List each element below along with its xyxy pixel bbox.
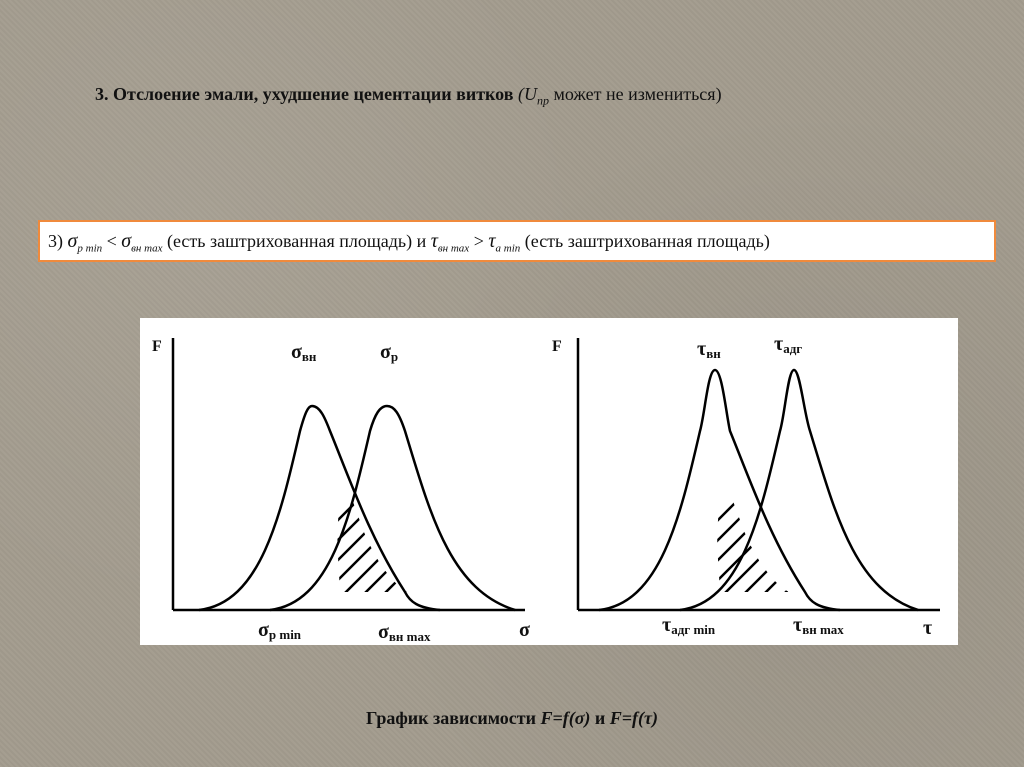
condition-tau-1-sub: вн max [437, 242, 470, 255]
condition-prefix: 3) [48, 231, 68, 251]
caption-formula-2: F=f(τ) [609, 708, 658, 728]
condition-greater-than: > [469, 231, 489, 251]
condition-less-than: < [102, 231, 122, 251]
right-y-axis-label: F [552, 338, 562, 355]
distribution-diagrams [140, 318, 958, 645]
distribution-figure [140, 318, 958, 645]
right-x-axis-label: τ [923, 617, 933, 639]
heading-open: ( [513, 84, 524, 104]
right-curve-2 [680, 370, 918, 610]
condition-note-2: (есть заштрихованная площадь) [520, 231, 770, 251]
right-curve-label-2: τадг [774, 333, 803, 356]
left-tick-label-1: σр min [258, 619, 302, 642]
heading-symbol: U [523, 84, 537, 104]
caption-and: и [590, 708, 610, 728]
right-tick-label-1: τадг min [662, 614, 716, 637]
left-curve-2 [270, 406, 515, 610]
right-curve-label-1: τвн [697, 338, 721, 361]
left-y-axis-label: F [152, 338, 162, 355]
right-tick-label-2: τвн max [793, 614, 844, 637]
heading-symbol-sub: пр [536, 93, 549, 108]
right-diagram [552, 333, 940, 639]
condition-sigma-1-sub: р min [77, 242, 103, 255]
caption-prefix: График зависимости [366, 708, 541, 728]
condition-box [38, 220, 996, 262]
heading-rest: может не измениться) [548, 84, 722, 104]
heading-main: 3. Отслоение эмали, ухудшение цементации витков [95, 84, 514, 104]
condition-sigma-2-sub: вн max [131, 242, 163, 255]
condition-tau-2-sub: a min [495, 242, 521, 255]
left-x-axis-label: σ [519, 619, 530, 641]
condition-sigma-2: σ [121, 230, 132, 252]
slide-heading [95, 84, 995, 109]
condition-tau-1: τ [430, 230, 438, 252]
left-diagram [152, 338, 540, 644]
left-tick-label-2: σвн max [378, 621, 431, 644]
left-hatched-area [250, 478, 540, 608]
left-curve-label-1: σвн [291, 341, 317, 364]
left-curve-label-2: σр [380, 341, 399, 364]
figure-caption [0, 708, 1024, 729]
condition-note-1: (есть заштрихованная площадь) и [162, 231, 431, 251]
condition-sigma-1: σ [67, 230, 78, 252]
right-hatched-area [630, 478, 920, 608]
caption-formula-1: F=f(σ) [540, 708, 591, 728]
condition-tau-2: τ [488, 230, 496, 252]
